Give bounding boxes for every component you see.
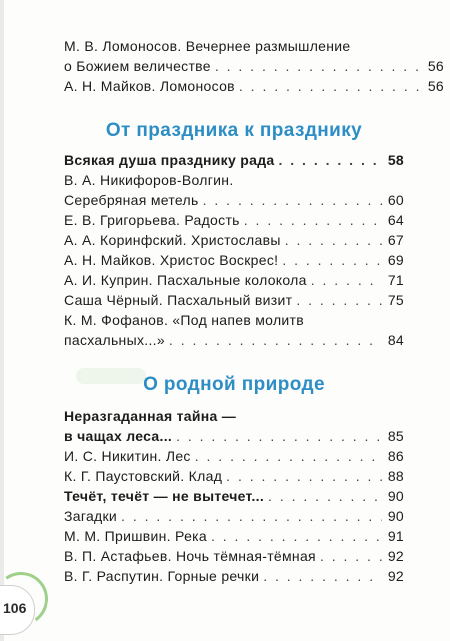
toc-entry-row xyxy=(64,230,404,250)
toc-entry-title: А. Н. Майков. Христос Воскрес! xyxy=(64,252,279,268)
toc-entry-row xyxy=(64,526,404,546)
toc-entry-title: В. П. Астафьев. Ночь тёмная-тёмная xyxy=(64,548,316,564)
toc-entry xyxy=(64,170,404,210)
leader-dots xyxy=(195,446,382,466)
toc-entry xyxy=(64,506,404,526)
page-edge xyxy=(0,0,4,641)
toc-entry-title: А. А. Коринфский. Христославы xyxy=(64,232,281,248)
toc-entry xyxy=(64,546,404,566)
toc-entry-line: В. А. Никифоров-Волгин. xyxy=(64,172,234,188)
leader-dots xyxy=(311,270,382,290)
toc-entry xyxy=(64,466,404,486)
toc-entry-row xyxy=(64,56,444,76)
toc-page-number: 88 xyxy=(387,468,404,484)
toc-page-number: 75 xyxy=(387,292,404,308)
leader-dots xyxy=(121,506,382,526)
toc-entry-title: о Божием величестве xyxy=(64,58,211,74)
toc-entry xyxy=(64,446,404,466)
toc-page-number: 67 xyxy=(387,232,404,248)
toc-entry-line: Неразгаданная тайна — xyxy=(64,408,237,424)
toc-entry-row xyxy=(64,270,404,290)
toc-page-number: 86 xyxy=(387,448,404,464)
toc-page-number: 85 xyxy=(387,428,404,444)
leader-dots xyxy=(239,76,422,96)
toc-entry xyxy=(64,290,404,310)
toc-entry-row xyxy=(64,290,404,310)
toc-page-number: 64 xyxy=(387,212,404,228)
toc-entry-row xyxy=(64,466,404,486)
toc-entry-title: М. М. Пришвин. Река xyxy=(64,528,207,544)
toc-entry xyxy=(64,406,404,446)
toc-entry xyxy=(64,76,444,96)
toc-page-number: 90 xyxy=(387,508,404,524)
toc-entry-title: В. Г. Распутин. Горные речки xyxy=(64,568,260,584)
leader-dots xyxy=(278,150,382,170)
toc-entry-row xyxy=(64,506,404,526)
toc-entry-line: К. М. Фофанов. «Под напев молитв xyxy=(64,312,304,328)
toc-entry-row xyxy=(64,190,404,210)
toc-page-number: 58 xyxy=(387,152,404,168)
toc-entry xyxy=(64,486,404,506)
toc-entry-title: Течёт, течёт — не вытечет... xyxy=(64,488,265,504)
toc-entry-row xyxy=(64,546,404,566)
toc-entry-row xyxy=(64,330,404,350)
toc-entry xyxy=(64,36,444,76)
section-festivals xyxy=(64,120,404,350)
leader-dots xyxy=(176,426,382,446)
toc-page-number: 60 xyxy=(387,192,404,208)
toc-entry xyxy=(64,230,404,250)
toc-entry-row xyxy=(64,250,404,270)
leader-dots xyxy=(215,56,422,76)
leader-dots xyxy=(263,566,382,586)
toc-page-number: 69 xyxy=(387,252,404,268)
toc-entry-row xyxy=(64,76,444,96)
leader-dots xyxy=(320,546,382,566)
toc-entry-title: И. С. Никитин. Лес xyxy=(64,448,191,464)
toc-entry-row xyxy=(64,210,404,230)
toc-top-block xyxy=(64,36,444,96)
toc-entry-title: Е. В. Григорьева. Радость xyxy=(64,212,240,228)
toc-entry-title: пасхальных...» xyxy=(64,332,165,348)
toc-page-number: 92 xyxy=(387,548,404,564)
toc-page-number: 71 xyxy=(387,272,404,288)
toc-entry xyxy=(64,566,404,586)
leader-dots xyxy=(282,250,382,270)
toc-entry xyxy=(64,210,404,230)
leader-dots xyxy=(169,330,382,350)
toc-entry-line: М. В. Ломоносов. Вечернее размышление xyxy=(64,38,351,54)
leader-dots xyxy=(244,210,382,230)
toc-entry xyxy=(64,270,404,290)
toc-entry xyxy=(64,526,404,546)
toc-page-number: 56 xyxy=(427,78,444,94)
toc-entry-title: Саша Чёрный. Пасхальный визит xyxy=(64,292,293,308)
toc-entry-row xyxy=(64,426,404,446)
section-native-nature xyxy=(64,374,404,586)
leader-dots xyxy=(211,526,382,546)
toc-page-number: 91 xyxy=(387,528,404,544)
section-heading: О родной природе xyxy=(143,374,325,395)
leader-dots xyxy=(203,190,382,210)
leader-dots xyxy=(226,466,382,486)
toc-entry-title: в чащах леса... xyxy=(64,428,173,444)
page-number: 106 xyxy=(3,600,27,616)
toc-page-number: 92 xyxy=(387,568,404,584)
toc-entry-title: А. И. Куприн. Пасхальные колокола xyxy=(64,272,307,288)
leader-dots xyxy=(296,290,382,310)
toc-entry-row xyxy=(64,446,404,466)
toc-page-number: 84 xyxy=(387,332,404,348)
toc-entry-title: А. Н. Майков. Ломоносов xyxy=(64,78,235,94)
toc-page-number: 90 xyxy=(387,488,404,504)
toc-entry-row xyxy=(64,486,404,506)
section-heading: От праздника к празднику xyxy=(105,120,363,141)
leader-dots xyxy=(285,230,382,250)
leader-dots xyxy=(268,486,382,506)
toc-entry-row xyxy=(64,566,404,586)
toc-entry xyxy=(64,310,404,350)
toc-entry xyxy=(64,250,404,270)
toc-entry-title: Всякая душа празднику рада xyxy=(64,152,275,168)
toc-entry-row xyxy=(64,150,404,170)
toc-entry-title: Загадки xyxy=(64,508,118,524)
toc-entry xyxy=(64,150,404,170)
toc-page-number: 56 xyxy=(427,58,444,74)
toc-entry-title: К. Г. Паустовский. Клад xyxy=(64,468,223,484)
toc-entry-title: Серебряная метель xyxy=(64,192,199,208)
